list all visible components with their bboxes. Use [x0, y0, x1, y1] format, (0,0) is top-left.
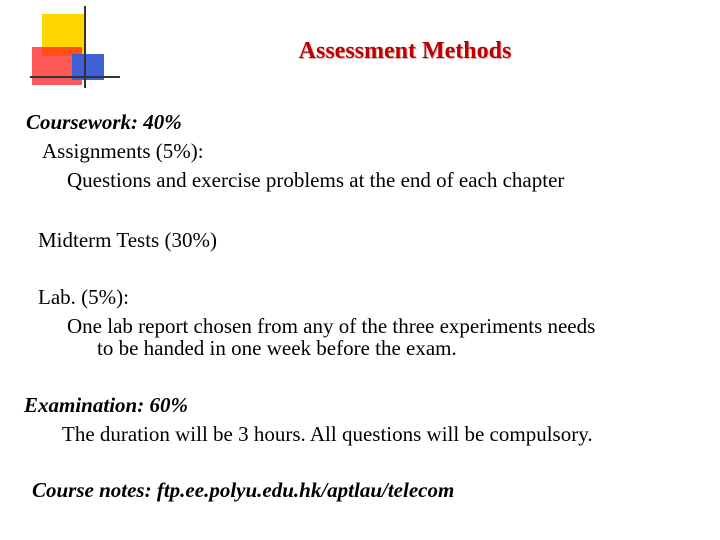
course-notes: Course notes: ftp.ee.polyu.edu.hk/aptlau/telecom	[32, 478, 455, 502]
slide-title: Assessment Methods	[298, 38, 512, 64]
coursework-heading: Coursework: 40%	[26, 110, 182, 134]
decor-horizontal-line	[30, 76, 120, 78]
lab-label: Lab. (5%):	[38, 285, 129, 309]
examination-heading: Examination: 60%	[24, 393, 188, 417]
lab-detail-line2: to be handed in one week before the exam.	[97, 336, 457, 360]
lab-detail-line1: One lab report chosen from any of the three experiments needs	[67, 314, 596, 338]
assignments-label: Assignments (5%):	[42, 139, 204, 163]
midterm-label: Midterm Tests (30%)	[38, 228, 217, 252]
assignments-detail: Questions and exercise problems at the end of each chapter	[67, 168, 565, 192]
examination-detail: The duration will be 3 hours. All questions will be compulsory.	[62, 422, 593, 446]
